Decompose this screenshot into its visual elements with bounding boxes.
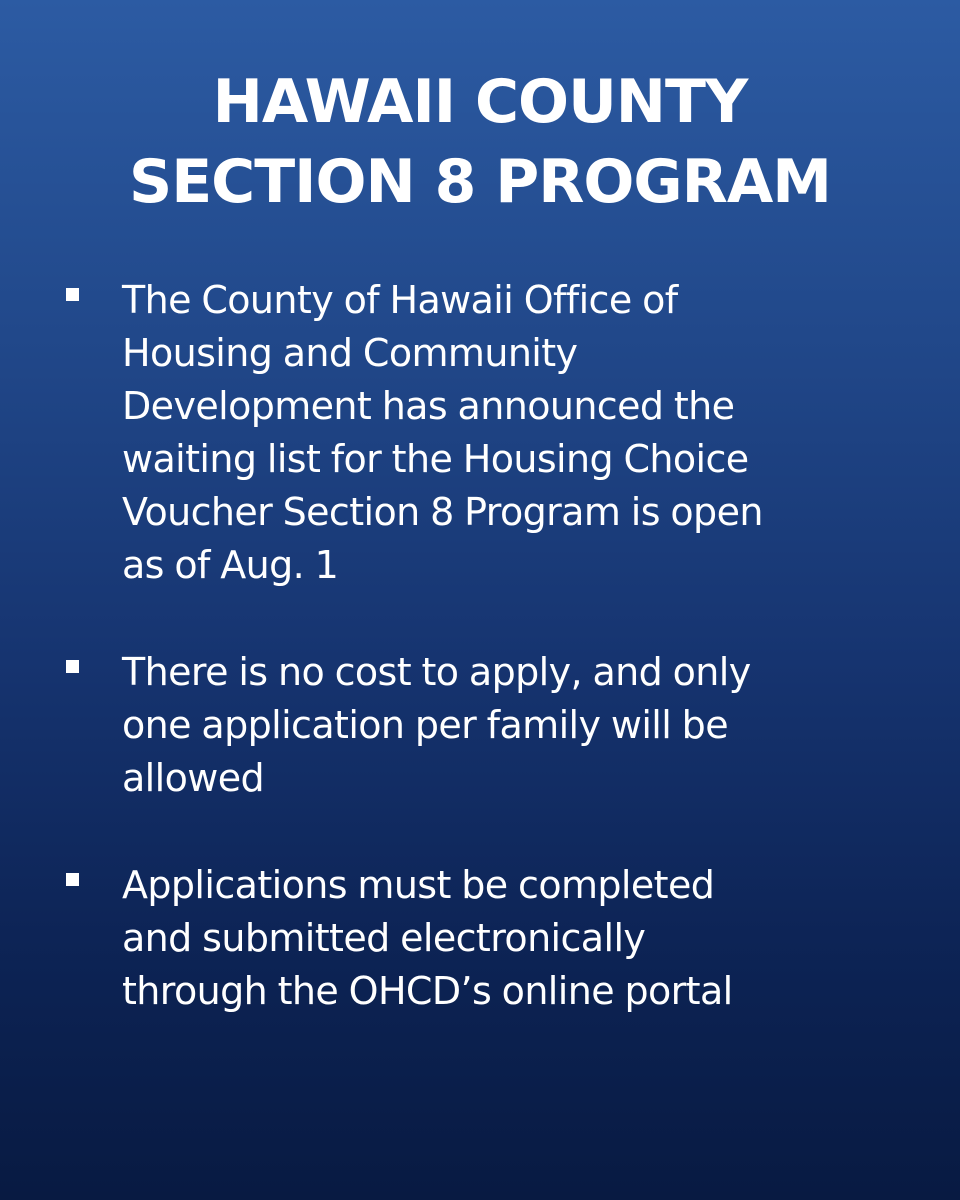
title-line-1: HAWAII COUNTY bbox=[212, 67, 748, 137]
bullet-line: one application per family will be bbox=[122, 703, 728, 747]
bullet-line: through the OHCD’s online portal bbox=[122, 969, 733, 1013]
square-bullet-icon bbox=[66, 873, 79, 886]
bullet-list bbox=[66, 274, 926, 1072]
square-bullet-icon bbox=[66, 288, 79, 301]
bullet-item-cost bbox=[66, 646, 926, 805]
bullet-text bbox=[122, 646, 926, 805]
bullet-item-announcement bbox=[66, 274, 926, 592]
bullet-line: Housing and Community bbox=[122, 331, 578, 375]
bullet-line: allowed bbox=[122, 756, 265, 800]
bullet-line: There is no cost to apply, and only bbox=[122, 650, 751, 694]
bullet-line: Applications must be completed bbox=[122, 863, 715, 907]
square-bullet-icon bbox=[66, 660, 79, 673]
title-line-2: SECTION 8 PROGRAM bbox=[128, 147, 831, 217]
bullet-item-applications bbox=[66, 859, 926, 1018]
card-title bbox=[0, 62, 960, 222]
bullet-line: and submitted electronically bbox=[122, 916, 646, 960]
bullet-line: The County of Hawaii Office of bbox=[122, 278, 678, 322]
bullet-line: Voucher Section 8 Program is open bbox=[122, 490, 763, 534]
bullet-text bbox=[122, 859, 926, 1018]
bullet-line: waiting list for the Housing Choice bbox=[122, 437, 749, 481]
bullet-text bbox=[122, 274, 926, 592]
bullet-line: as of Aug. 1 bbox=[122, 543, 339, 587]
bullet-line: Development has announced the bbox=[122, 384, 735, 428]
